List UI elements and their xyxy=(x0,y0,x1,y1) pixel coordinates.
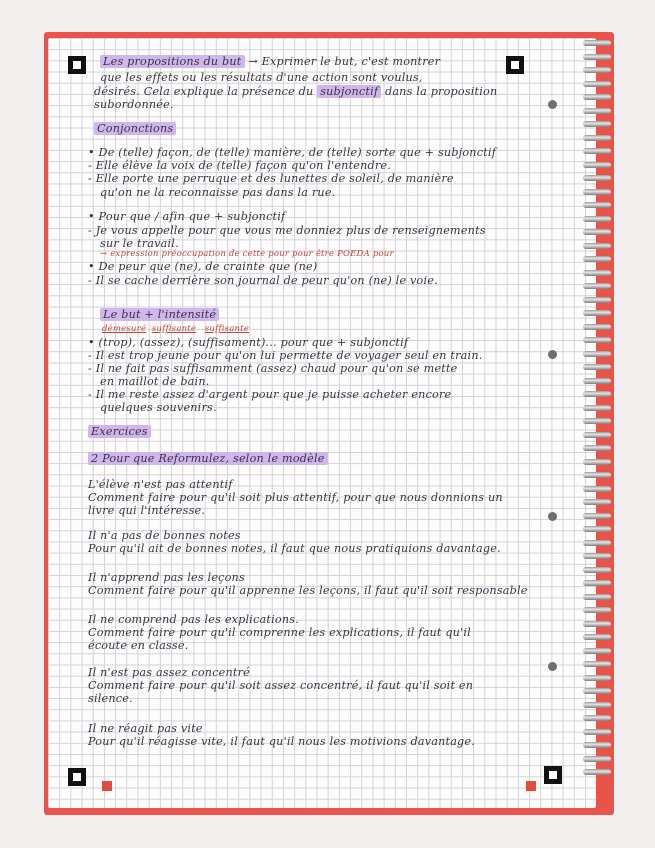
highlighted-word: subjonctif xyxy=(317,85,381,98)
spiral-coil xyxy=(583,594,611,600)
spiral-coil xyxy=(583,418,611,424)
spiral-coil xyxy=(583,756,611,762)
spiral-coil xyxy=(583,729,611,735)
spiral-coil xyxy=(583,243,611,249)
note-line: - Elle élève la voix de (telle) façon qu'on l'entendre. xyxy=(88,159,391,172)
note-line: - Je vous appelle pour que vous me donniez plus de renseignements xyxy=(88,224,486,237)
note-line: - Il est trop jeune pour qu'on lui permette de voyager seul en train. xyxy=(88,349,483,362)
note-line: - Il se cache derrière son journal de peur qu'on (ne) le voie. xyxy=(88,274,438,287)
spiral-coil xyxy=(583,310,611,316)
spiral-coil xyxy=(583,607,611,613)
note-line: qu'on ne la reconnaisse pas dans la rue. xyxy=(100,186,336,199)
spiral-coil xyxy=(583,256,611,262)
spiral-coil xyxy=(583,229,611,235)
spiral-coil xyxy=(583,297,611,303)
red-note: démesuré xyxy=(102,324,147,334)
section-heading: Exercices xyxy=(88,425,151,438)
spiral-coil xyxy=(583,162,611,168)
spiral-coil xyxy=(583,121,611,127)
exercise-prompt: Il n'a pas de bonnes notes xyxy=(88,529,241,542)
section-heading: Le but + l'intensité xyxy=(100,308,219,321)
exercise-answer: écoute en classe. xyxy=(88,639,189,652)
spiral-coil xyxy=(583,540,611,546)
spiral-coil xyxy=(583,337,611,343)
corner-marker-icon xyxy=(544,766,562,784)
red-note: suffisante xyxy=(151,324,197,334)
spiral-coil xyxy=(583,567,611,573)
red-note: → expression préoccupation de cette pour pour être POEDA pour xyxy=(100,249,394,259)
punch-hole-icon xyxy=(548,350,557,359)
exercise-answer: Comment faire pour qu'il apprenne les leçons, il faut qu'il soit responsable xyxy=(88,584,528,597)
note-line: sur le travail. xyxy=(100,237,179,250)
exercise-prompt: Il n'apprend pas les leçons xyxy=(88,571,245,584)
spiral-coil xyxy=(583,54,611,60)
intro-text: subordonnée. xyxy=(94,98,174,111)
intro-text: que les effets ou les résultats d'une action sont voulus, xyxy=(100,71,423,84)
spiral-binding xyxy=(583,40,613,800)
punch-hole-icon xyxy=(548,662,557,671)
spiral-coil xyxy=(583,553,611,559)
spiral-coil xyxy=(583,148,611,154)
spiral-coil xyxy=(583,270,611,276)
spiral-coil xyxy=(583,432,611,438)
spiral-coil xyxy=(583,445,611,451)
spiral-coil xyxy=(583,715,611,721)
note-line: • De peur que (ne), de crainte que (ne) xyxy=(88,260,318,273)
spiral-coil xyxy=(583,634,611,640)
spiral-coil xyxy=(583,378,611,384)
spiral-coil xyxy=(583,648,611,654)
notebook-page xyxy=(48,38,596,808)
spiral-coil xyxy=(583,94,611,100)
spiral-coil xyxy=(583,216,611,222)
spiral-coil xyxy=(583,702,611,708)
exercise-prompt: Il ne réagit pas vite xyxy=(88,722,203,735)
note-line: - Elle porte une perruque et des lunettes de soleil, de manière xyxy=(88,172,454,185)
exercise-answer: Pour qu'il réagisse vite, il faut qu'il nous les motivions davantage. xyxy=(88,735,475,748)
note-line: quelques souvenirs. xyxy=(100,401,217,414)
spiral-coil xyxy=(583,661,611,667)
exercise-prompt: Il ne comprend pas les explications. xyxy=(88,613,299,626)
spiral-coil xyxy=(583,135,611,141)
note-line: • De (telle) façon, de (telle) manière, de (telle) sorte que + subjonctif xyxy=(88,146,496,159)
spiral-coil xyxy=(583,189,611,195)
exercise-answer: Comment faire pour qu'il soit assez concentré, il faut qu'il soit en xyxy=(88,679,474,692)
spiral-coil xyxy=(583,688,611,694)
spiral-coil xyxy=(583,526,611,532)
spiral-coil xyxy=(583,108,611,114)
exercise-answer: Comment faire pour qu'il comprenne les explications, il faut qu'il xyxy=(88,626,471,639)
spiral-coil xyxy=(583,513,611,519)
red-mark-icon xyxy=(526,781,536,791)
punch-hole-icon xyxy=(548,512,557,521)
spiral-coil xyxy=(583,580,611,586)
section-title: Les propositions du but xyxy=(100,55,245,68)
spiral-coil xyxy=(583,351,611,357)
spiral-coil xyxy=(583,675,611,681)
spiral-coil xyxy=(583,769,611,775)
corner-marker-icon xyxy=(506,56,524,74)
spiral-coil xyxy=(583,742,611,748)
red-mark-icon xyxy=(102,781,112,791)
note-line: - Il ne fait pas suffisamment (assez) chaud pour qu'on se mette xyxy=(88,362,458,375)
spiral-coil xyxy=(583,202,611,208)
spiral-coil xyxy=(583,499,611,505)
spiral-coil xyxy=(583,324,611,330)
corner-marker-icon xyxy=(68,768,86,786)
section-heading: Conjonctions xyxy=(94,122,176,135)
corner-marker-icon xyxy=(68,56,86,74)
note-line: • (trop), (assez), (suffisament)... pour que + subjonctif xyxy=(88,336,409,349)
exercise-answer: silence. xyxy=(88,692,133,705)
spiral-coil xyxy=(583,40,611,46)
punch-hole-icon xyxy=(548,100,557,109)
spiral-coil xyxy=(583,621,611,627)
spiral-coil xyxy=(583,391,611,397)
spiral-coil xyxy=(583,459,611,465)
intro-text: → Exprimer le but, c'est montrer xyxy=(248,55,441,68)
exercise-prompt: L'élève n'est pas attentif xyxy=(88,478,233,491)
intro-text: dans la proposition xyxy=(384,85,498,98)
note-line: en maillot de bain. xyxy=(100,375,210,388)
exercise-answer: Pour qu'il ait de bonnes notes, il faut que nous pratiquions davantage. xyxy=(88,542,501,555)
spiral-coil xyxy=(583,486,611,492)
note-line: - Il me reste assez d'argent pour que je puisse acheter encore xyxy=(88,388,452,401)
spiral-coil xyxy=(583,81,611,87)
spiral-coil xyxy=(583,405,611,411)
spiral-coil xyxy=(583,283,611,289)
intro-text: désirés. Cela explique la présence du xyxy=(94,85,314,98)
spiral-coil xyxy=(583,67,611,73)
spiral-coil xyxy=(583,364,611,370)
exercise-answer: Comment faire pour qu'il soit plus attentif, pour que nous donnions un xyxy=(88,491,503,504)
spiral-coil xyxy=(583,472,611,478)
note-line: • Pour que / afin que + subjonctif xyxy=(88,210,286,223)
exercise-title: 2 Pour que Reformulez, selon le modèle xyxy=(88,452,328,465)
exercise-prompt: Il n'est pas assez concentré xyxy=(88,666,250,679)
spiral-coil xyxy=(583,175,611,181)
red-note: suffisante xyxy=(204,324,250,334)
exercise-answer: livre qui l'intéresse. xyxy=(88,504,206,517)
